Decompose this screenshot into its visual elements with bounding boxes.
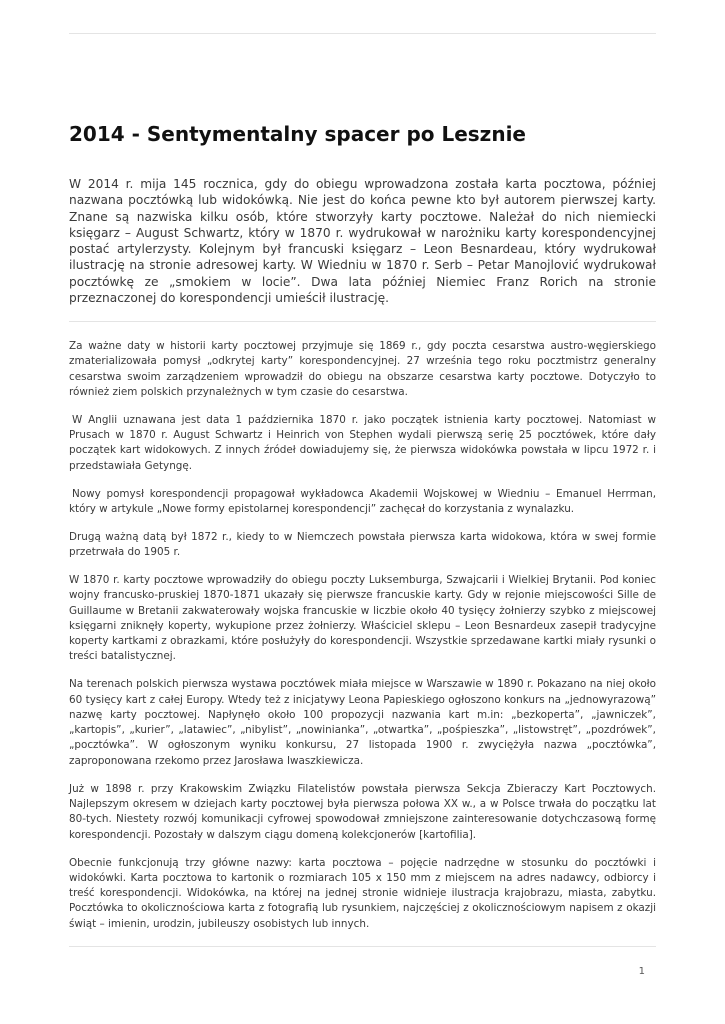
header-divider — [69, 33, 656, 34]
document-title: 2014 - Sentymentalny spacer po Lesznie — [69, 122, 526, 146]
intro-paragraph: W 2014 r. mija 145 rocznica, gdy do obiegu wprowadzona została karta pocztowa, później nazwana pocztówką lub widokówką. Nie jest do końca pewne kto był autorem pierwszej karty. Znane są nazwiska kilku osób, które stworzyły karty pocztowe. Należał do nich niemiecki księgarz – August Schwartz, który w 1870 r. wydrukował w narożniku karty korespondencyjnej postać artylerzysty. Kolejnym był francuski księgarz – Leon Besnardeau, który wydrukował ilustrację na stronie adresowej karty. W Wiedniu w 1870 r. Serb – Petar Manojlović wydrukował pocztówkę ze „smokiem w locie”. Dwa lata później Niemiec Franz Rorich na stronie przeznaczonej do korespondencji umieścił ilustrację. — [69, 177, 656, 306]
body-paragraph: Nowy pomysł korespondencji propagował wykładowca Akademii Wojskowej w Wiedniu – Emanuel Herrman, który w artykule „Nowe formy epistolarnej korespondencji” zachęcał do korzystania z wynalazku. — [69, 487, 656, 515]
section-divider — [69, 321, 656, 322]
footer-divider — [69, 946, 656, 947]
article-body — [69, 339, 656, 945]
page-number: 1 — [638, 966, 645, 977]
body-paragraph: Już w 1898 r. przy Krakowskim Związku Filatelistów powstała pierwsza Sekcja Zbieraczy Kart Pocztowych. Najlepszym okresem w dziejach karty pocztowej była pierwsza połowa XX w., a w Polsce trwała do początku lat 80-tych. Niestety rozwój komunikacji cyfrowej spowodował zmniejszone zainteresowanie dotychczasową formę korespondencji. Pozostały w dalszym ciągu domeną kolekcjonerów [kartofilia]. — [69, 782, 656, 841]
body-paragraph: Za ważne daty w historii karty pocztowej przyjmuje się 1869 r., gdy poczta cesarstwa austro-węgierskiego zmaterializowała pomysł „odkrytej karty” korespondencyjnej. 27 września tego roku pocztmistrz generalny cesarstwa swoim zarządzeniem wprowadził do obiegu na obszarze cesarstwa karty pocztowe. Dotyczyło to również ziem polskich przynależnych w tym czasie do cesarstwa. — [69, 340, 656, 398]
body-paragraph: Obecnie funkcjonują trzy główne nazwy: karta pocztowa – pojęcie nadrzędne w stosunku do pocztówki i widokówki. Karta pocztowa to kartonik o rozmiarach 105 x 150 mm z miejscem na adres nadawcy, odbiorcy i treść korespondencji. Widokówka, na której na jednej stronie widnieje ilustracja krajobrazu, miasta, zabytku. Pocztówka to okolicznościowa karta z fotografią lub rysunkiem, najczęściej z okolicznościowym napisem z okazji świąt – imienin, urodzin, jubileuszy osobistych lub innych. — [69, 856, 656, 930]
body-paragraph: Drugą ważną datą był 1872 r., kiedy to w Niemczech powstała pierwsza karta widokowa, która w swej formie przetrwała do 1905 r. — [69, 530, 656, 559]
body-paragraph: Na terenach polskich pierwsza wystawa pocztówek miała miejsce w Warszawie w 1890 r. Pokazano na niej około 60 tysięcy kart z całej Europy. Wtedy też z inicjatywy Leona Papieskiego ogłoszono konkurs na „jednowyrazową” nazwę karty pocztowej. Napłynęło około 100 propozycji nazwania kart m.in: „bezkoperta”, „jawniczek”, „kartopis”, „kurier”, „latawiec”, „nibylist”, „nowinianka”, „otwartka”, „pośpieszka”, „listowstręt”, „pozdrówek”, „pocztówka”. W ogłoszonym wyniku konkursu, 27 listopada 1900 r. zwyciężyła nazwa „pocztówka”, zaproponowana rzekomo przez Jarosława Iwaszkiewicza. — [69, 678, 656, 767]
body-paragraph: W Anglii uznawana jest data 1 października 1870 r. jako początek istnienia karty pocztowej. Natomiast w Prusach w 1870 r. August Schwartz i Heinrich von Stephen wydali pierwszą serię 25 pocztówek, które dały początek kart widokowych. Z innych źródeł dowiadujemy się, że pierwsza widokówka powstała w lipcu 1972 r. i przedstawiała Getyngę. — [69, 413, 656, 472]
body-paragraph: W 1870 r. karty pocztowe wprowadziły do obiegu poczty Luksemburga, Szwajcarii i Wielkiej Brytanii. Pod koniec wojny francusko-pruskiej 1870-1871 ukazały się pierwsze francuskie karty. Gdy w rejonie miejscowości Sille de Guillaume w Bretanii zakwaterowały wojska francuskie w liczbie około 40 tysięcy żołnierzy szybko z miejscowej księgarni zniknęły koperty, wykupione przez żołnierzy. Właściciel sklepu – Leon Besnardeux zasepił tradycyjne koperty kartkami z obrazkami, które posłużyły do korespondencji. Wszystkie sprzedawane kartki miały rysunki o treści batalistycznej. — [69, 574, 656, 663]
